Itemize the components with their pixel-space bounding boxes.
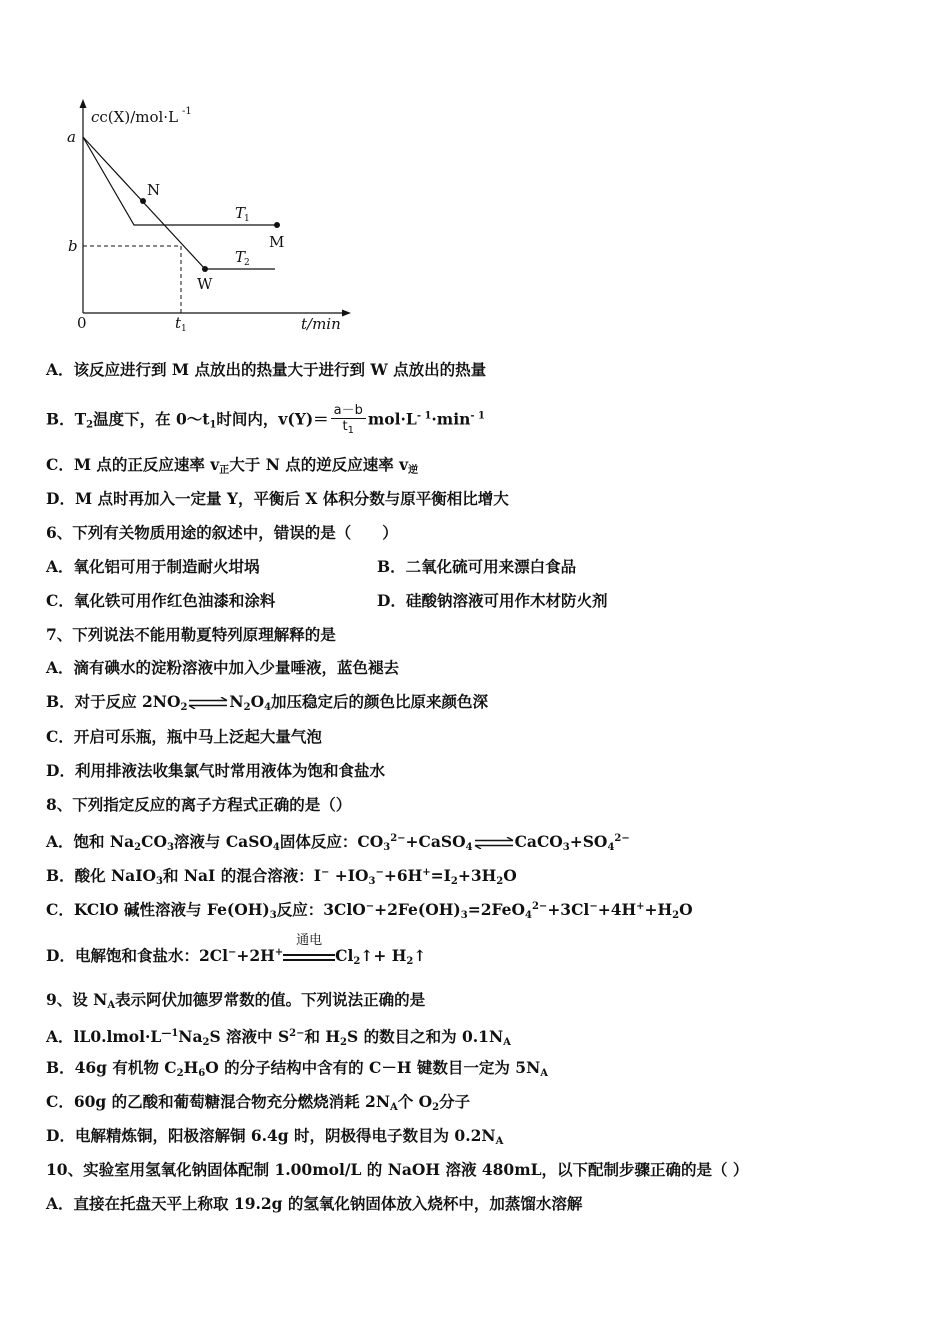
q6-option-d: D．硅酸钠溶液可用作木材防火剂 [377, 591, 608, 610]
q9-stem: 9、设 $N_A$表示阿伏加德罗常数的值。下列说法正确的是 [46, 990, 426, 1011]
q7-stem: 7、下列说法不能用勒夏特列原理解释的是 [46, 625, 336, 644]
q7-option-d: D．利用排液法收集氯气时常用液体为饱和食盐水 [46, 761, 385, 780]
label-w: W [197, 275, 213, 293]
q7-option-c: C．开启可乐瓶，瓶中马上泛起大量气泡 [46, 727, 322, 746]
y-axis-label: cc(X)/mol·L [91, 108, 179, 126]
q9-option-b: B．46g 有机物 $C_2H_6O$ 的分子结构中含有的 C－H 键数目一定为 $5N_A$ [46, 1058, 549, 1079]
q10-option-a: A．直接在托盘天平上称取 19.2g 的氢氧化钠固体放入烧杯中，加蒸馏水溶解 [46, 1194, 583, 1213]
equilibrium-arrow [473, 837, 515, 849]
q6-option-a: A．氧化铝可用于制造耐火坩埚 [46, 557, 260, 576]
label-origin: 0 [77, 314, 87, 332]
q5-option-c: C．M 点的正反应速率 $v_正$大于 N 点的逆反应速率 $v_逆$ [46, 455, 419, 476]
y-axis-exp: -1 [182, 106, 192, 117]
t1-curve [83, 137, 277, 225]
q8-option-d: D．电解饱和食盐水：2Cl−+2H+ 通电 $Cl_2↑+$ $H_2↑$ [46, 933, 427, 967]
x-axis-label: t/min [301, 315, 341, 333]
q7-option-b: B．对于反应 $2NO_2$ $N_2O_4$加压稳定后的颜色比原来颜色深 [46, 692, 489, 713]
label-T1-sub: 1 [244, 214, 250, 224]
label-b: b [68, 237, 78, 255]
q5-option-d: D．M 点时再加入一定量 Y，平衡后 X 体积分数与原平衡相比增大 [46, 489, 509, 508]
t2-curve [83, 137, 275, 269]
label-T1: T [235, 204, 246, 222]
label-m: M [269, 233, 285, 251]
x-axis-arrow [342, 310, 351, 317]
concentration-time-graph [55, 95, 355, 340]
q8-stem: 8、下列指定反应的离子方程式正确的是（） [46, 795, 352, 814]
y-axis-arrow [80, 99, 87, 108]
q6-option-c: C．氧化铁可用作红色油漆和涂料 [46, 591, 276, 610]
label-t1: t [175, 314, 182, 332]
label-a: a [67, 128, 76, 146]
q8-option-a: A．饱和 $Na_2CO_3$溶液与 CaSO$_4$固体反应：$CO_3^{2-}+CaSO_4$ $CaCO_3+SO_4^{2-}$ [46, 832, 630, 853]
point-n [140, 198, 146, 204]
label-T2: T [235, 248, 246, 266]
electrolysis-equals-sign: 通电 [283, 950, 335, 964]
rate-fraction: $\frac{a-b}{t_1}$ [331, 403, 366, 438]
point-w [202, 266, 208, 272]
q5-option-b: B．$T_2$温度下，在 $0\sim t_1$时间内，v(Y)＝ $\frac{a-b}{t_1}$ $mol\cdot L^{- 1}\cdot\min^{- 1}$ [46, 403, 485, 436]
q9-option-a: A．$lL0.lmol\cdot L^{—1}Na_2S$ 溶液中 $S^{2-}$和 $H_2S$ 的数目之和为 $0.1N_A$ [46, 1027, 511, 1048]
q5-option-a: A．该反应进行到 M 点放出的热量大于进行到 W 点放出的热量 [46, 360, 487, 379]
q9-option-c: C．60g 的乙酸和葡萄糖混合物充分燃烧消耗 $2N_A$个 $O_2$分子 [46, 1092, 471, 1113]
q6-stem: 6、下列有关物质用途的叙述中，错误的是（ ） [46, 523, 398, 542]
q6-option-b: B．二氧化硫可用来漂白食品 [377, 557, 577, 576]
q8-option-c: C．KClO 碱性溶液与 $Fe(OH)_3$反应：$3ClO^-+2Fe(OH)_3=2FeO_4^{2-}+3Cl^-+4H^++H_2O$ [46, 900, 693, 921]
q8-option-b: B．酸化 NaIO$_3$和 NaI 的混合溶液：$I^- +IO_3^-+6H^+=I_2+3H_2O$ [46, 866, 517, 887]
q9-option-d: D．电解精炼铜，阳极溶解铜 6.4g 时，阴极得电子数目为 $0.2N_A$ [46, 1126, 504, 1147]
q10-stem: 10、实验室用氢氧化钠固体配制 1.00mol/L 的 NaOH 溶液 480mL，以下配制步骤正确的是（ ） [46, 1160, 749, 1179]
q7-option-a: A．滴有碘水的淀粉溶液中加入少量唾液，蓝色褪去 [46, 658, 400, 677]
point-m [274, 222, 280, 228]
equilibrium-arrow [187, 697, 229, 709]
label-t1-sub: 1 [181, 324, 187, 334]
label-T2-sub: 2 [244, 258, 250, 268]
label-n: N [147, 181, 161, 199]
